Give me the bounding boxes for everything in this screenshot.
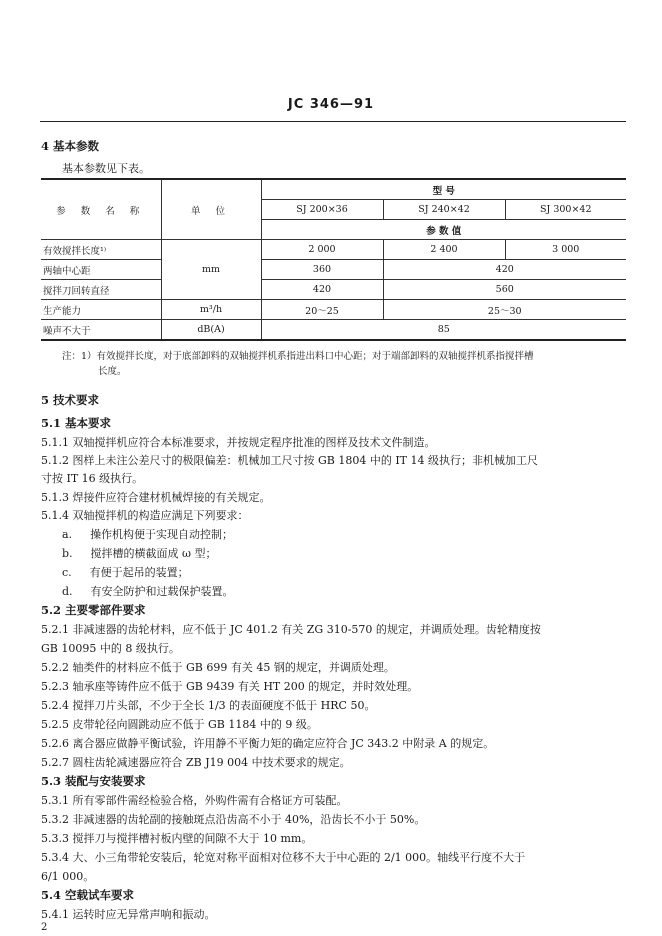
clause-5-1-2-cont: 寸按 IT 16 级执行。: [41, 472, 144, 485]
value-cell: 3 000: [505, 240, 626, 260]
col-header-param: 参 数 名 称: [41, 179, 161, 240]
model-cell: SJ 240×42: [383, 200, 505, 220]
row-unit: mm: [161, 240, 261, 300]
col-header-unit: 单 位: [161, 179, 261, 240]
list-item: a. 操作机构便于实现自动控制；: [62, 528, 234, 541]
section-5-4-title: 5.4 空载试车要求: [41, 888, 135, 902]
value-cell: 25～30: [383, 300, 626, 320]
document-header-code: JC 346—91: [287, 97, 375, 112]
value-cell: 2 400: [383, 240, 505, 260]
clause-5-3-4: 5.3.4 大、小三角带轮安装后，轮宽对称平面相对位移不大于中心距的 2/1 000。轴线平行度不大于: [41, 851, 526, 864]
parameters-table: [41, 178, 626, 341]
section-4-intro: 基本参数见下表。: [62, 162, 150, 175]
clause-5-2-5: 5.2.5 皮带轮径向圆跳动应不低于 GB 1184 中的 9 级。: [41, 718, 318, 731]
clause-5-3-1: 5.3.1 所有零部件需经检验合格，外购件需有合格证方可装配。: [41, 794, 348, 807]
table-note-cont: 长度。: [98, 366, 127, 377]
header-rule: [40, 121, 626, 122]
values-header: 参 数 值: [261, 220, 626, 240]
list-item: c. 有便于起吊的装置；: [62, 566, 189, 579]
value-cell: 560: [383, 280, 626, 300]
row-name: 生产能力: [41, 300, 161, 320]
value-cell: 2 000: [261, 240, 383, 260]
page-number: 2: [41, 922, 48, 933]
table-note: 注：1）有效搅拌长度，对于底部卸料的双轴搅拌机系指进出料口中心距；对于端部卸料的双轴搅拌机系指搅拌槽: [62, 351, 534, 362]
section-4-title: 4 基本参数: [41, 139, 100, 153]
list-item: d. 有安全防护和过载保护装置。: [62, 585, 234, 598]
clause-5-2-4: 5.2.4 搅拌刀片头部，不少于全长 1/3 的表面硬度不低于 HRC 50。: [41, 699, 376, 712]
model-cell: SJ 200×36: [261, 200, 383, 220]
value-cell: 420: [261, 280, 383, 300]
row-name: 搅拌刀回转直径: [41, 280, 161, 300]
row-unit: dB(A): [161, 320, 261, 341]
model-cell: SJ 300×42: [505, 200, 626, 220]
clause-5-1-1: 5.1.1 双轴搅拌机应符合本标准要求，并按规定程序批准的图样及技术文件制造。: [41, 436, 436, 449]
clause-5-3-2: 5.3.2 非减速器的齿轮副的接触斑点沿齿高不小于 40%，沿齿长不小于 50%。: [41, 813, 426, 826]
clause-5-2-6: 5.2.6 离合器应做静平衡试验，许用静不平衡力矩的确定应符合 JC 343.2 中附录 A 的规定。: [41, 737, 495, 750]
clause-5-1-3: 5.1.3 焊接件应符合建材机械焊接的有关规定。: [41, 491, 271, 504]
section-5-1-title: 5.1 基本要求: [41, 416, 112, 430]
value-cell: 85: [261, 320, 626, 341]
value-cell: 20～25: [261, 300, 383, 320]
list-item: b. 搅拌槽的横截面成 ω 型；: [62, 547, 217, 560]
value-cell: 420: [383, 260, 626, 280]
section-5-title: 5 技术要求: [41, 393, 100, 407]
clause-5-2-7: 5.2.7 圆柱齿轮减速器应符合 ZB J19 004 中技术要求的规定。: [41, 756, 351, 769]
section-5-3-title: 5.3 装配与安装要求: [41, 774, 146, 788]
clause-5-2-2: 5.2.2 轴类件的材料应不低于 GB 699 有关 45 钢的规定，并调质处理。: [41, 661, 395, 674]
row-name: 有效搅拌长度¹⁾: [41, 240, 161, 260]
clause-5-4-1: 5.4.1 运转时应无异常声响和振动。: [41, 908, 216, 921]
clause-5-1-4: 5.1.4 双轴搅拌机的构造应满足下列要求：: [41, 509, 249, 522]
clause-5-2-3: 5.2.3 轴承座等铸件应不低于 GB 9439 有关 HT 200 的规定，并时效处理。: [41, 680, 419, 693]
clause-5-3-3: 5.3.3 搅拌刀与搅拌槽衬板内壁的间隙不大于 10 mm。: [41, 832, 313, 845]
clause-5-3-4-cont: 6/1 000。: [41, 870, 95, 883]
row-unit: m³/h: [161, 300, 261, 320]
clause-5-2-1-cont: GB 10095 中的 8 级执行。: [41, 642, 180, 655]
clause-5-1-2: 5.1.2 图样上未注公差尺寸的极限偏差：机械加工尺寸按 GB 1804 中的 IT 14 级执行；非机械加工尺: [41, 454, 539, 467]
clause-5-2-1: 5.2.1 非减速器的齿轮材料，应不低于 JC 401.2 有关 ZG 310-570 的规定，并调质处理。齿轮精度按: [41, 623, 541, 636]
row-name: 噪声不大于: [41, 320, 161, 341]
row-name: 两轴中心距: [41, 260, 161, 280]
value-cell: 360: [261, 260, 383, 280]
model-header: 型 号: [261, 179, 626, 200]
section-5-2-title: 5.2 主要零部件要求: [41, 603, 146, 617]
